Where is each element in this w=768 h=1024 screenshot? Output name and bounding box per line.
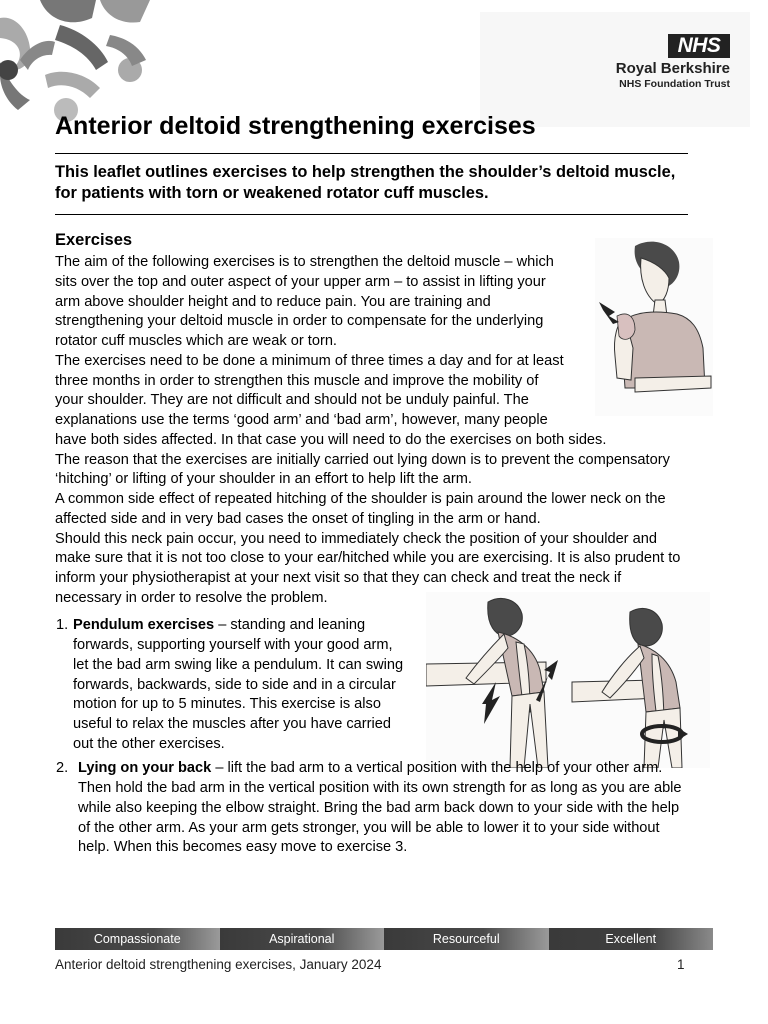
- body-line: explanations use the terms ‘good arm’ and ‘bad arm’, however, many people: [55, 412, 548, 428]
- page-title: Anterior deltoid strengthening exercises: [55, 112, 536, 140]
- org-name: Royal Berkshire: [615, 60, 730, 77]
- section-heading: Exercises: [55, 231, 133, 249]
- exercise-1-line: useful to relax the muscles after you have carried: [73, 716, 391, 732]
- body-line: make sure that it is not too close to your ear/hitched while you are exercising. It is also prudent to: [55, 550, 681, 567]
- trust-logo-graphic: [0, 0, 150, 125]
- org-subname: NHS Foundation Trust: [619, 78, 730, 90]
- intro-rule: [55, 214, 688, 215]
- body-line: A common side effect of repeated hitching of the shoulder is pain around the lower neck on the: [55, 491, 666, 507]
- pendulum-illustration: [426, 592, 710, 768]
- value-excellent: Excellent: [549, 928, 714, 950]
- page-number: 1: [677, 957, 685, 972]
- exercise-1-line: let the bad arm swing like a pendulum. It can swing: [73, 656, 404, 673]
- body-line: The exercises need to be done a minimum of three times a day and for at least: [55, 352, 564, 369]
- body-line: strengthening your deltoid muscle in order to compensate for the underlying: [55, 313, 544, 330]
- body-line: affected side and in very bad cases the onset of tingling in the arm or hand.: [55, 510, 541, 527]
- value-aspirational: Aspirational: [220, 928, 385, 950]
- body-line: inform your physiotherapist at your next visit so that they can check and treat the neck if: [55, 570, 622, 586]
- body-line: have both sides affected. In that case you will need to do the exercises on both sides.: [55, 431, 607, 448]
- footer-text: Anterior deltoid strengthening exercises, January 2024: [55, 957, 382, 972]
- body-line: three months in order to strengthen this muscle and improve the mobility of: [55, 372, 539, 389]
- body-line: necessary in order to resolve the problem.: [55, 589, 328, 606]
- intro-summary: This leaflet outlines exercises to help strengthen the shoulder’s deltoid muscle, for patients with torn or weakened rotator cuff muscles.: [55, 163, 676, 202]
- exercise-2-title: Lying on your back: [78, 760, 212, 776]
- body-line: arm above shoulder height and to reduce pain. You are training and: [55, 293, 491, 310]
- value-resourceful: Resourceful: [384, 928, 549, 950]
- body-line: ‘hitching’ or lifting of your shoulder in an effort to help lift the arm.: [55, 471, 472, 488]
- trust-values-bar: [55, 928, 713, 950]
- exercise-2-line: while also keeping the elbow straight. Bring the bad arm back down to your side with the help: [78, 799, 680, 816]
- body-line: rotator cuff muscles which are weak or torn.: [55, 333, 337, 349]
- value-compassionate: Compassionate: [55, 928, 220, 950]
- deltoid-illustration: [595, 238, 713, 416]
- exercise-1-line: out the other exercises.: [73, 735, 225, 752]
- nhs-logo: NHS: [668, 34, 730, 58]
- body-line: The aim of the following exercises is to strengthen the deltoid muscle – which: [55, 254, 554, 270]
- exercise-2-line: help. When this becomes easy move to exercise 3.: [78, 839, 408, 856]
- body-line: sits over the top and outer aspect of your upper arm – to assist in lifting your: [55, 273, 546, 290]
- exercise-2-first-line-rest: – lift the bad arm to a vertical position with the help of your other arm.: [211, 760, 663, 776]
- body-line: Should this neck pain occur, you need to immediately check the position of your shoulder and: [55, 530, 657, 547]
- exercise-1-line: motion for up to 5 minutes. This exercise is also: [73, 696, 381, 713]
- exercise-1-line: forwards, supporting yourself with your good arm,: [73, 637, 393, 653]
- body-line: The reason that the exercises are initially carried out lying down is to prevent the compensatory: [55, 451, 670, 468]
- exercise-1-first-line: [73, 616, 365, 636]
- exercise-2-line: of the other arm. As your arm gets stronger, you will be able to lower it to your side without: [78, 819, 660, 836]
- exercise-1-line: forwards, backwards, side to side and in a circular: [73, 676, 396, 693]
- body-line: your shoulder. They are not difficult and should not be unduly painful. The: [55, 392, 529, 409]
- exercise-2-line: Then hold the bad arm in the vertical position with its own strength for as long as you are able: [78, 780, 682, 796]
- title-rule: [55, 153, 688, 154]
- exercise-2-number: 2.: [56, 760, 69, 776]
- exercise-1-title: Pendulum exercises: [73, 617, 215, 633]
- exercise-1-number: 1.: [56, 617, 69, 633]
- exercise-1-first-line-rest: – standing and leaning: [214, 617, 366, 633]
- exercise-2-first-line: [78, 759, 662, 779]
